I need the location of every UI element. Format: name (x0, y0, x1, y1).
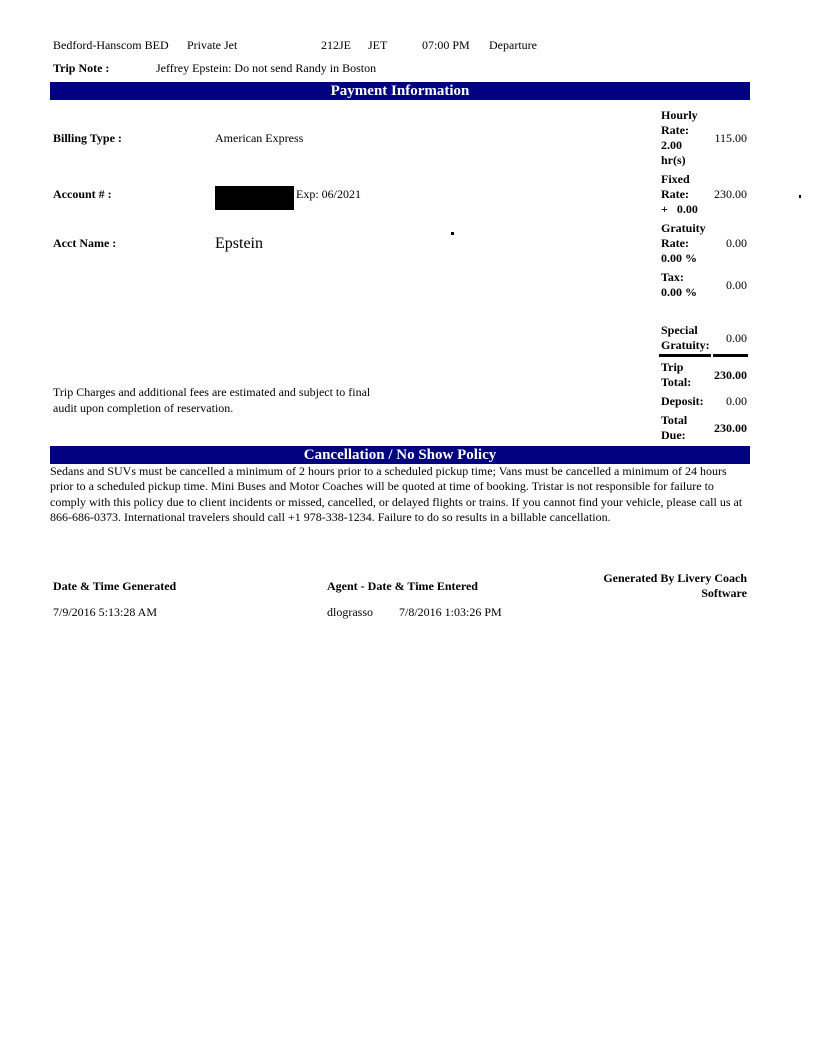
account-expiration: Exp: 06/2021 (296, 187, 361, 201)
cancellation-policy-text: Sedans and SUVs must be cancelled a minimum of 2 hours prior to a scheduled pickup time; Vans must be cancelled a minimum of 24 hours prior to a scheduled pickup time. Mini Buses and Motor Coaches will be quoted at time of booking. Tristar is not responsible for failure to comply with this policy due to client incidents or missed, cancelled, or delayed flights or trains. If you cannot find your vehicle, please call us at 866-686-0373. International travelers should call +1 978-338-1234. Failure to do so results in a billable cancellation. (50, 464, 743, 524)
tax-value: 0.00 (726, 278, 747, 292)
special-gratuity-label: Special Gratuity: (661, 323, 710, 352)
trip-total-value: 230.00 (714, 368, 747, 382)
stray-mark-edge (799, 195, 801, 198)
gratuity-rate-value: 0.00 (726, 236, 747, 250)
special-gratuity-value: 0.00 (726, 331, 747, 345)
cancellation-policy-header: Cancellation / No Show Policy (50, 446, 750, 464)
trip-tail-number: 212JE (321, 38, 351, 52)
trip-direction: Departure (489, 38, 537, 52)
trip-note-label: Trip Note : (53, 61, 110, 75)
acct-name-value: Epstein (215, 235, 263, 252)
trip-total-label: Trip Total: (661, 360, 692, 389)
gratuity-rate-label: Gratuity Rate: 0.00 % (661, 221, 706, 265)
date-time-generated-value: 7/9/2016 5:13:28 AM (53, 605, 158, 619)
hourly-rate-value: 115.00 (714, 131, 747, 145)
date-time-generated-label: Date & Time Generated (53, 579, 177, 593)
redacted-account-number (215, 186, 294, 210)
agent-entered-datetime: 7/8/2016 1:03:26 PM (399, 605, 502, 619)
deposit-value: 0.00 (726, 394, 747, 408)
fixed-rate-label: Fixed Rate: + 0.00 (661, 172, 698, 216)
tax-label: Tax: 0.00 % (661, 270, 697, 299)
hourly-rate-label: Hourly Rate: 2.00 hr(s) (661, 108, 698, 167)
charges-disclaimer: Trip Charges and additional fees are estimated and subject to final audit upon completion of reservation. (53, 385, 371, 415)
acct-name-label: Acct Name : (53, 236, 117, 250)
trip-vehicle: Private Jet (187, 38, 238, 52)
agent-entered-label: Agent - Date & Time Entered (327, 579, 478, 593)
trip-time: 07:00 PM (422, 38, 470, 52)
account-number-label: Account # : (53, 187, 112, 201)
trip-location: Bedford-Hanscom BED (53, 38, 169, 52)
total-rule-label (659, 354, 711, 357)
billing-type-label: Billing Type : (53, 131, 122, 145)
agent-name: dlograsso (327, 605, 373, 619)
total-due-label: Total Due: (661, 413, 688, 442)
fixed-rate-value: 230.00 (714, 187, 747, 201)
generated-by: Generated By Livery Coach Software (603, 571, 747, 600)
stray-mark (451, 232, 454, 235)
deposit-label: Deposit: (661, 394, 704, 408)
total-due-value: 230.00 (714, 421, 747, 435)
payment-information-header: Payment Information (50, 82, 750, 100)
trip-note-value: Jeffrey Epstein: Do not send Randy in Boston (156, 61, 377, 75)
trip-vehicle-type: JET (368, 38, 388, 52)
billing-type-value: American Express (215, 131, 304, 145)
total-rule-value (713, 354, 748, 357)
